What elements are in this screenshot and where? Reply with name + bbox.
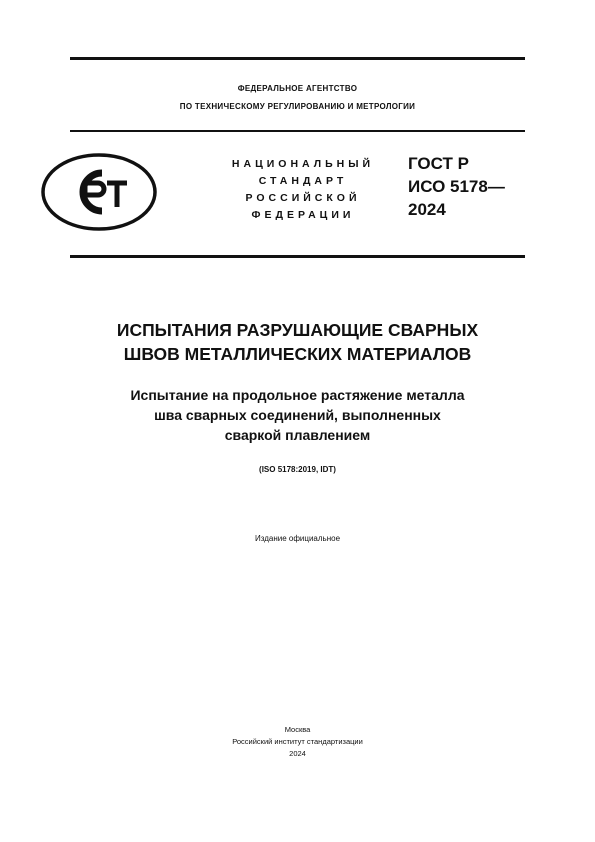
agency-name-line1: ФЕДЕРАЛЬНОЕ АГЕНТСТВО — [237, 84, 358, 93]
subtitle-line-2: шва сварных соединений, выполненных — [154, 407, 441, 423]
imprint-publisher: Российский институт стандартизации — [232, 737, 363, 746]
national-line-2: СТАНДАРТ — [258, 175, 348, 187]
subtitle-line-3: сваркой плавлением — [224, 427, 371, 443]
designation-line-3: 2024 — [408, 200, 446, 219]
imprint — [70, 724, 525, 760]
designation-line-2: ИСО 5178— — [408, 177, 505, 196]
imprint-city: Москва — [284, 725, 311, 734]
designation-line-1: ГОСТ Р — [408, 154, 469, 173]
lower-rule — [70, 255, 525, 258]
document-subtitle — [40, 385, 555, 445]
standard-designation — [408, 152, 505, 221]
title-line-1: ИСПЫТАНИЯ РАЗРУШАЮЩИЕ СВАРНЫХ — [116, 320, 479, 340]
national-standard-label — [218, 156, 388, 224]
imprint-year: 2024 — [289, 749, 306, 758]
document-title — [40, 318, 555, 366]
national-line-3: РОССИЙСКОЙ — [245, 192, 361, 204]
top-rule — [70, 57, 525, 60]
national-line-4: ФЕДЕРАЦИИ — [251, 209, 355, 221]
subtitle-line-1: Испытание на продольное растяжение металла — [130, 387, 465, 403]
edition-note: Издание официальное — [254, 534, 341, 543]
iso-reference: (ISO 5178:2019, IDT) — [259, 465, 336, 474]
title-line-2: ШВОВ МЕТАЛЛИЧЕСКИХ МАТЕРИАЛОВ — [123, 344, 472, 364]
agency-name-line2: ПО ТЕХНИЧЕСКОМУ РЕГУЛИРОВАНИЮ И МЕТРОЛОГИИ — [179, 102, 416, 111]
middle-rule — [70, 130, 525, 132]
national-line-1: НАЦИОНАЛЬНЫЙ — [231, 158, 375, 170]
gost-r-logo-icon — [40, 152, 158, 232]
